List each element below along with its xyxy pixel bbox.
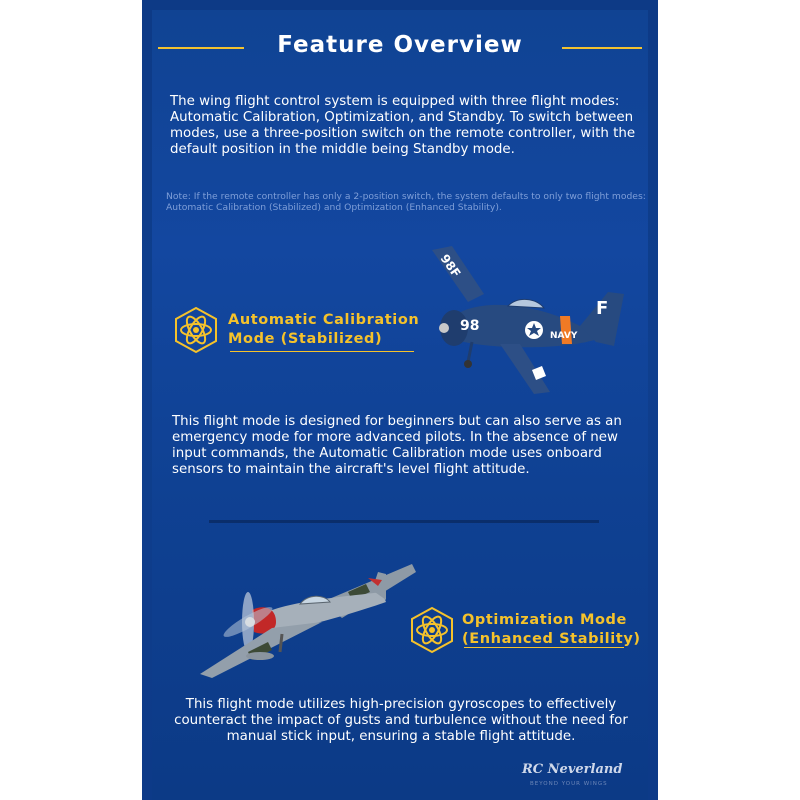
- mustang-plane-image: [172, 562, 422, 692]
- mode2-title-line2: (Enhanced Stability): [462, 631, 641, 647]
- atom-badge-icon: [170, 304, 222, 356]
- mode2-header: [406, 604, 641, 656]
- mode2-description: This flight mode utilizes high-precision gyroscopes to effectively counteract the impact of gusts and turbulence without the need for manual stick input, ensuring a stable flight attitude.: [174, 697, 628, 744]
- bearcat-plane-image: [410, 246, 630, 396]
- mode1-header: [170, 304, 419, 356]
- title-right-line: [562, 47, 642, 49]
- plane-number: 98: [460, 318, 480, 334]
- atom-badge-icon: [406, 604, 458, 656]
- mode2-underline: [464, 647, 624, 648]
- mode1-title-line2: Mode (Stabilized): [228, 331, 383, 347]
- plane-tail-letter: F: [596, 298, 609, 319]
- brand-logo: RC Neverland: [522, 762, 623, 777]
- title-row: [142, 32, 658, 64]
- mode2-title: [462, 611, 641, 649]
- plane-text: NAVY: [550, 331, 578, 341]
- section-divider: [209, 520, 599, 523]
- intro-text: The wing flight control system is equipped with three flight modes: Automatic Calibration, Optimization, and Standby. To switch between modes, use a three-position switch on the remote controller, with the default position in the middle being Standby mode.: [170, 94, 636, 157]
- mode2-title-line1: Optimization Mode: [462, 612, 627, 628]
- note-text: Note: If the remote controller has only a 2-position switch, the system defaults to only two flight modes: Automatic Calibration (Stabilized) and Optimization (Enhanced Stability).: [166, 191, 646, 213]
- mode1-description: This flight mode is designed for beginners but can also serve as an emergency mode for more advanced pilots. In the absence of new input commands, the Automatic Calibration mode uses onboard sensors to maintain the aircraft's level flight attitude.: [172, 414, 622, 477]
- mode1-underline: [230, 351, 414, 352]
- mode1-title: [228, 311, 419, 349]
- plane-wing-code: 98F: [437, 251, 464, 281]
- mode1-title-line1: Automatic Calibration: [228, 312, 420, 328]
- brand-tagline: BEYOND YOUR WINGS: [530, 781, 608, 787]
- feature-panel: [142, 0, 658, 800]
- page-title: Feature Overview: [277, 32, 523, 58]
